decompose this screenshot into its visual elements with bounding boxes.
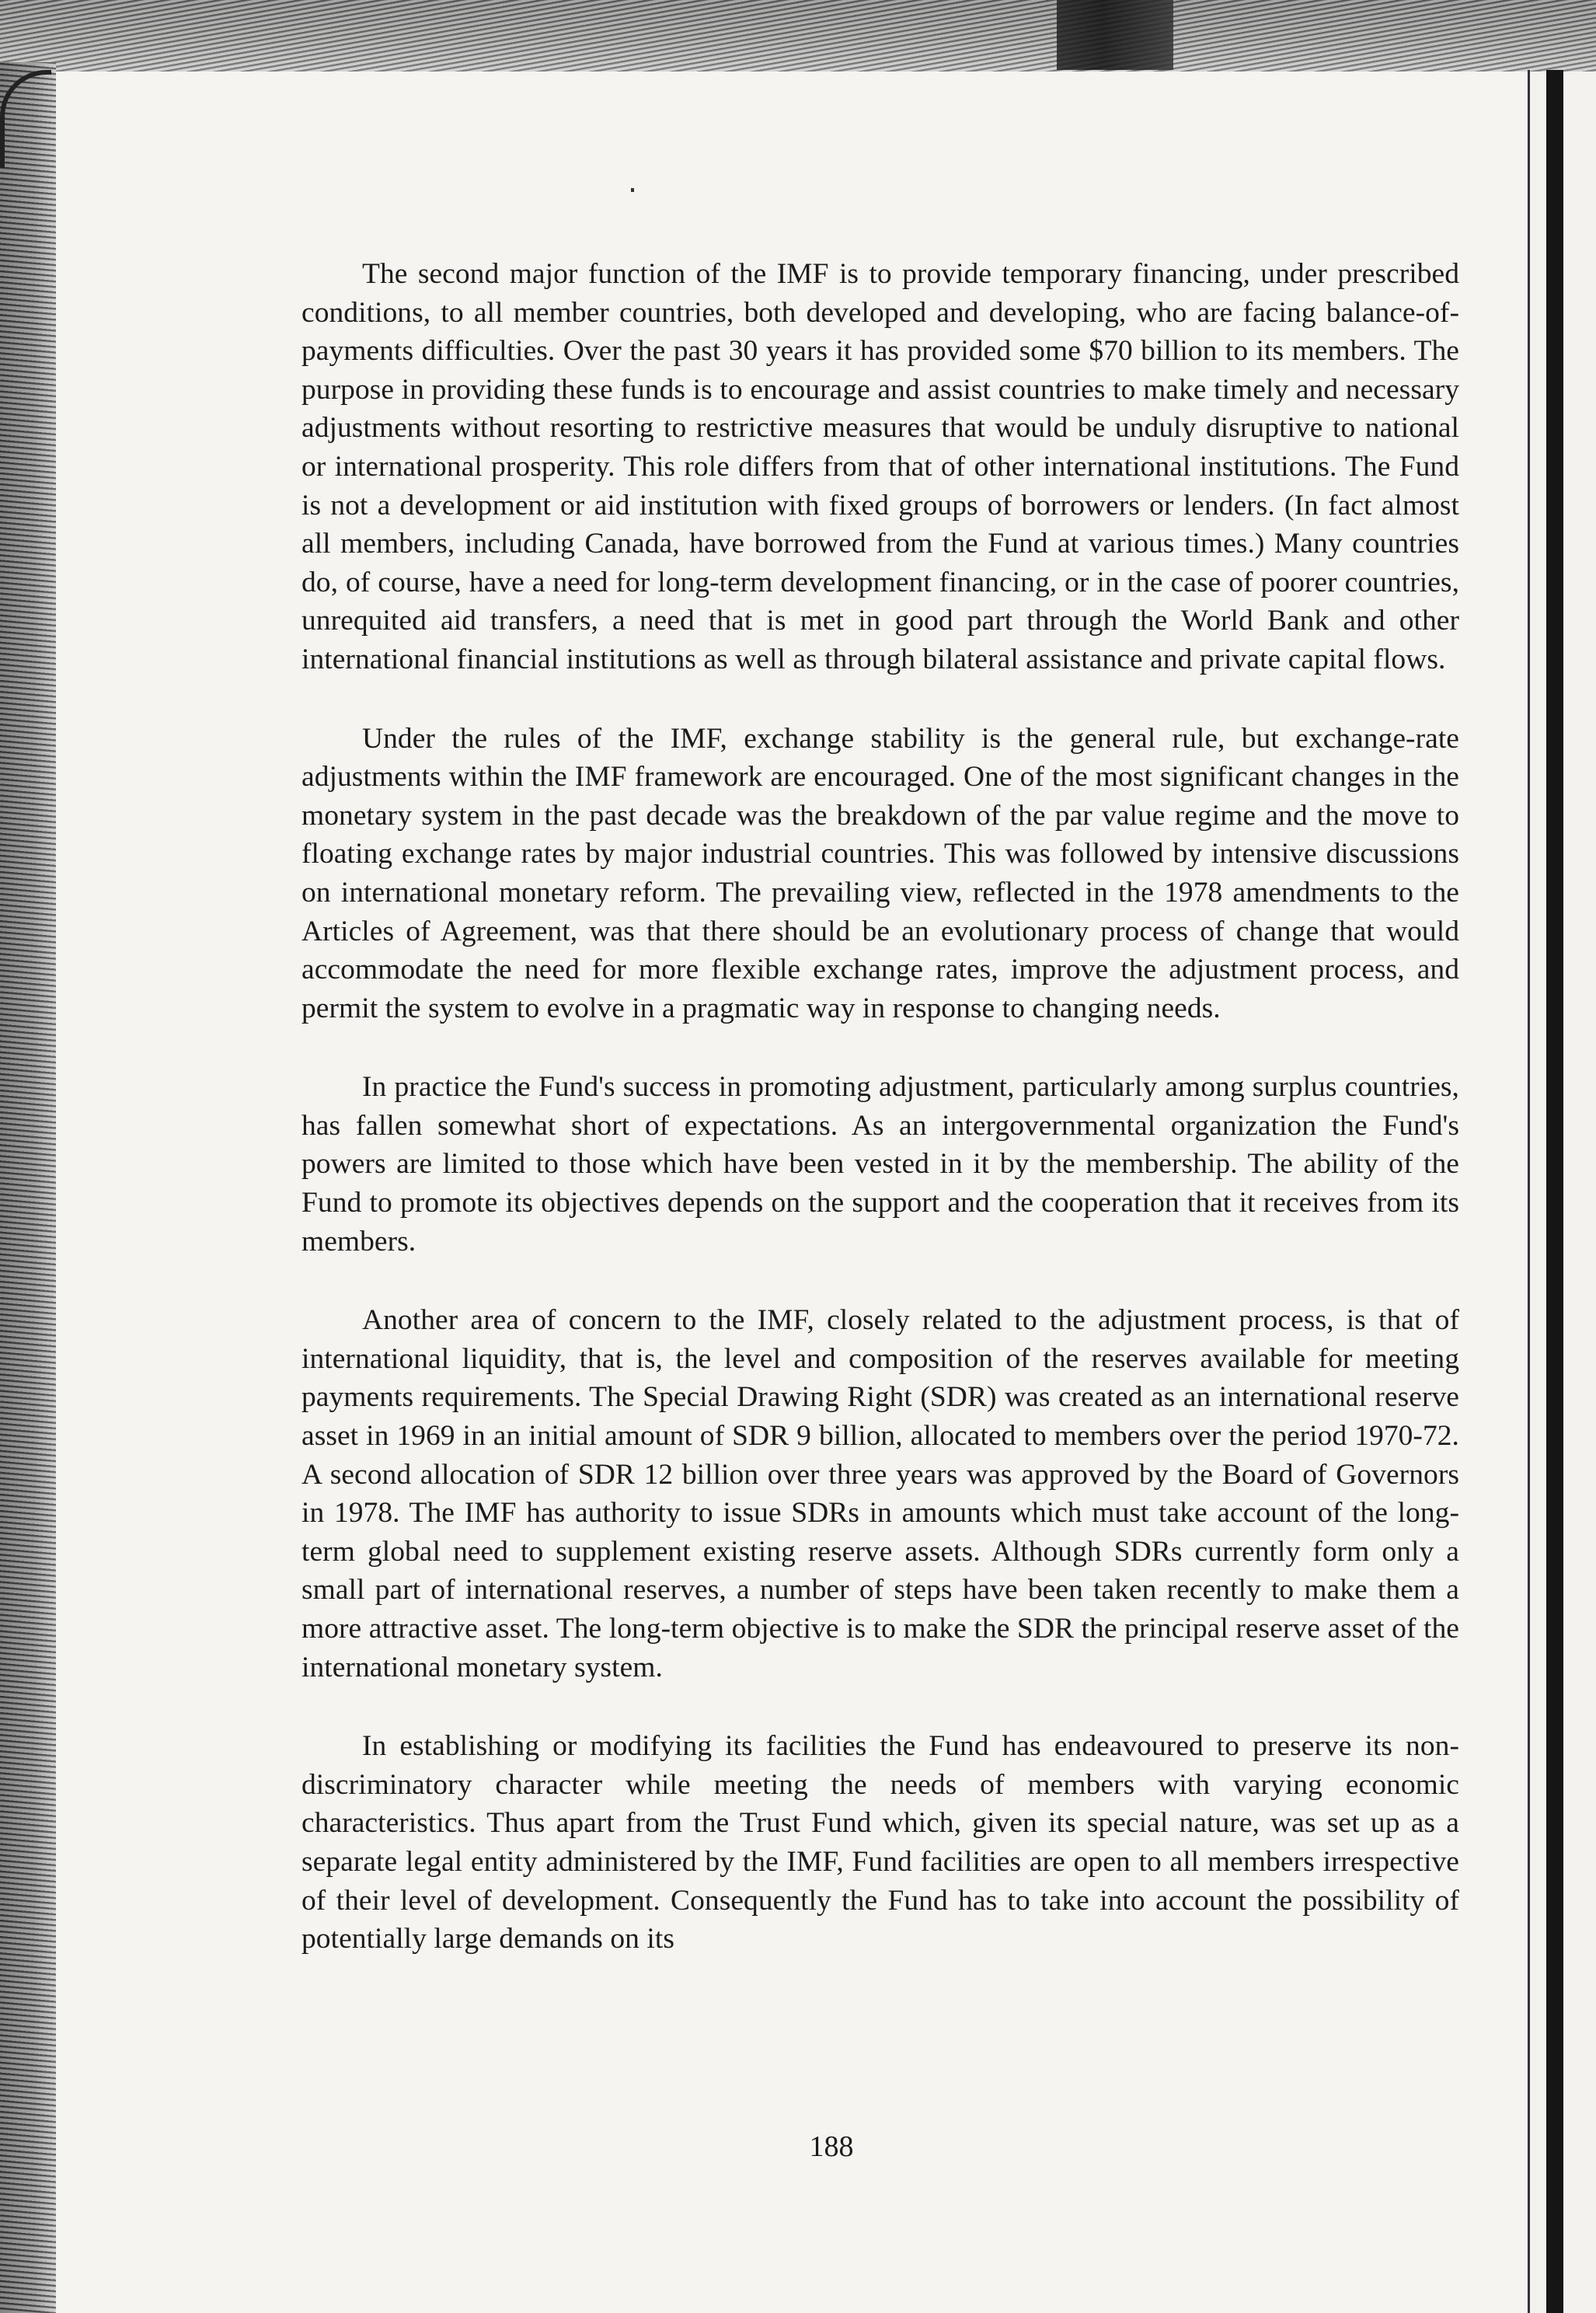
paragraph-imf-financing: The second major function of the IMF is to provide temporary financing, under prescribed conditions, to all member countries, both developed and developing, who are facing balance-of-payments difficulties. Over the past 30 years it has provided some $70 billion to its members. The purpose in providing these funds is to encourage and assist countries to make timely and necessary adjustments without resorting to restrictive measures that would be unduly disruptive to national or international prosperity. This role differs from that of other international institutions. The Fund is not a development or aid institution with fixed groups of borrowers or lenders. (In fact almost all members, including Canada, have borrowed from the Fund at various times.) Many countries do, of course, have a need for long-term development financing, or in the case of poorer countries, unrequited aid transfers, a need that is met in good part through the World Bank and other international financial institutions as well as through bilateral assistance and private capital flows. [301, 258, 1459, 675]
stray-mark [631, 188, 634, 192]
scan-top-edge [0, 0, 1596, 72]
paragraph-exchange-stability: Under the rules of the IMF, exchange stability is the general rule, but exchange-rate adjustments within the IMF framework are encouraged. One of the most significant changes in the monetary system in the past decade was the breakdown of the par value regime and the move to floating exchange rates by major industrial countries. This was followed by intensive discussions on international monetary reform. The prevailing view, reflected in the 1978 amendments to the Articles of Agreement, was that there should be an evolutionary process of change that would accommodate the need for more flexible exchange rates, improve the adjustment process, and permit the system to evolve in a pragmatic way in response to changing needs. [301, 722, 1459, 1024]
paragraph-adjustment-success: In practice the Fund's success in promoting adjustment, particularly among surplus countries, has fallen somewhat short of expectations. As an intergovernmental organization the Fund's powers are limited to those which have been vested in it by the membership. The ability of the Fund to promote its objectives depends on the support and the cooperation that it receives from its members. [301, 1071, 1459, 1258]
scan-top-shadow [1057, 0, 1173, 70]
paragraph-fund-facilities: In establishing or modifying its facilities the Fund has endeavoured to preserve its non-discriminatory character while meeting the needs of members with varying economic characteristics. Thus apart from the Trust Fund which, given its special nature, was set up as a separate legal entity administered by the IMF, Fund facilities are open to all members irrespective of their level of development. Consequently the Fund has to take into account the possibility of potentially large demands on its [301, 1730, 1459, 1955]
scan-right-edge [1546, 70, 1563, 2313]
body-text [301, 255, 1459, 1999]
scan-left-edge [0, 62, 56, 2313]
scan-right-line [1528, 70, 1530, 2313]
paragraph-international-liquidity: Another area of concern to the IMF, closely related to the adjustment process, is that of international liquidity, that is, the level and composition of the reserves available for meeting payments requirements. The Special Drawing Right (SDR) was created as an international reserve asset in 1969 in an initial amount of SDR 9 billion, allocated to members over the period 1970-72. A second allocation of SDR 12 billion over three years was approved by the Board of Governors in 1978. The IMF has authority to issue SDRs in amounts which must take account of the long-term global need to supplement existing reserve assets. Although SDRs currently form only a small part of international reserves, a number of steps have been taken recently to make them a more attractive asset. The long-term objective is to make the SDR the principal reserve asset of the international monetary system. [301, 1304, 1459, 1683]
page-number: 188 [809, 2130, 854, 2163]
